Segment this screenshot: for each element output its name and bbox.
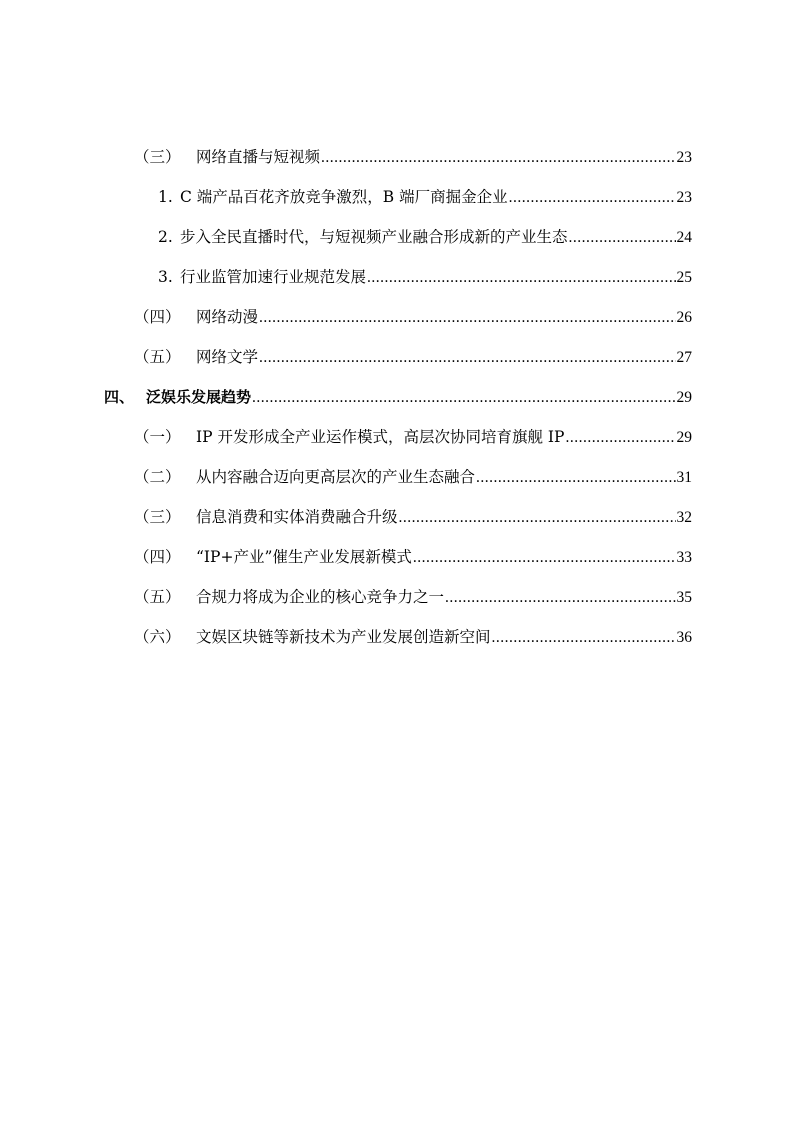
toc-title: C 端产品百花齐放竞争激烈，B 端厂商掘金企业 (180, 188, 508, 206)
toc-entry[interactable] (134, 305, 692, 329)
toc-number: （六） (134, 628, 181, 646)
toc-number: （四） (134, 548, 181, 566)
toc-title: 文娱区块链等新技术为产业发展创造新空间 (196, 628, 491, 646)
toc-title: IP 开发形成全产业运作模式，高层次协同培育旗舰 IP (196, 428, 565, 446)
toc-number: （二） (134, 468, 181, 486)
toc-page-number: 32 (676, 509, 692, 526)
toc-number: （五） (134, 348, 181, 366)
toc-entry[interactable] (134, 425, 692, 449)
dot-leader (509, 186, 676, 210)
toc-page-number: 31 (676, 469, 692, 486)
dot-leader (445, 586, 675, 610)
toc-page-number: 27 (676, 349, 692, 366)
dot-leader (321, 146, 675, 170)
toc-page-number: 35 (676, 589, 692, 606)
dot-leader (413, 546, 676, 570)
toc-title: 网络动漫 (196, 308, 259, 326)
toc-page-number: 36 (676, 629, 692, 646)
toc-entry-chapter[interactable] (104, 385, 692, 409)
toc-number: （三） (134, 508, 181, 526)
toc-title: “IP+产业”催生产业发展新模式 (196, 548, 412, 566)
toc-entry[interactable] (158, 185, 692, 209)
toc-entry[interactable] (134, 545, 692, 569)
toc-number: 3. (158, 268, 173, 286)
toc-number: 四、 (104, 388, 135, 406)
toc-number: 1. (158, 188, 173, 206)
toc-number: （五） (134, 588, 181, 606)
dot-leader (492, 626, 676, 650)
dot-leader (367, 266, 675, 290)
toc-title: 合规力将成为企业的核心竞争力之一 (196, 588, 445, 606)
toc-page-number: 25 (676, 269, 692, 286)
dot-leader (259, 306, 675, 330)
toc-entry[interactable] (134, 585, 692, 609)
dot-leader (259, 346, 675, 370)
toc-title: 步入全民直播时代，与短视频产业融合形成新的产业生态 (180, 228, 568, 246)
toc-entry[interactable] (134, 345, 692, 369)
toc-title: 网络直播与短视频 (196, 148, 321, 166)
toc-page-number: 33 (676, 549, 692, 566)
dot-leader (565, 426, 675, 450)
toc-page-number: 26 (676, 309, 692, 326)
dot-leader (476, 466, 675, 490)
toc-number: 2. (158, 228, 173, 246)
toc-page-number: 23 (676, 189, 692, 206)
toc-entry[interactable] (134, 465, 692, 489)
toc-number: （三） (134, 148, 181, 166)
dot-leader (569, 226, 676, 250)
toc-number: （一） (134, 428, 181, 446)
toc-entry[interactable] (158, 225, 692, 249)
toc-title: 网络文学 (196, 348, 259, 366)
toc-entry[interactable] (134, 625, 692, 649)
dot-leader (252, 386, 675, 410)
toc-title: 泛娱乐发展趋势 (146, 388, 252, 406)
toc-title: 从内容融合迈向更高层次的产业生态融合 (196, 468, 476, 486)
toc-entry[interactable] (134, 505, 692, 529)
dot-leader (399, 506, 676, 530)
toc-number: （四） (134, 308, 181, 326)
toc-title: 行业监管加速行业规范发展 (180, 268, 367, 286)
toc-title: 信息消费和实体消费融合升级 (196, 508, 398, 526)
toc-page-number: 29 (676, 429, 692, 446)
toc-page-number: 23 (676, 149, 692, 166)
toc-page-number: 24 (676, 229, 692, 246)
toc-entry[interactable] (158, 265, 692, 289)
toc-entry[interactable] (134, 145, 692, 169)
toc-page-number: 29 (676, 389, 692, 406)
